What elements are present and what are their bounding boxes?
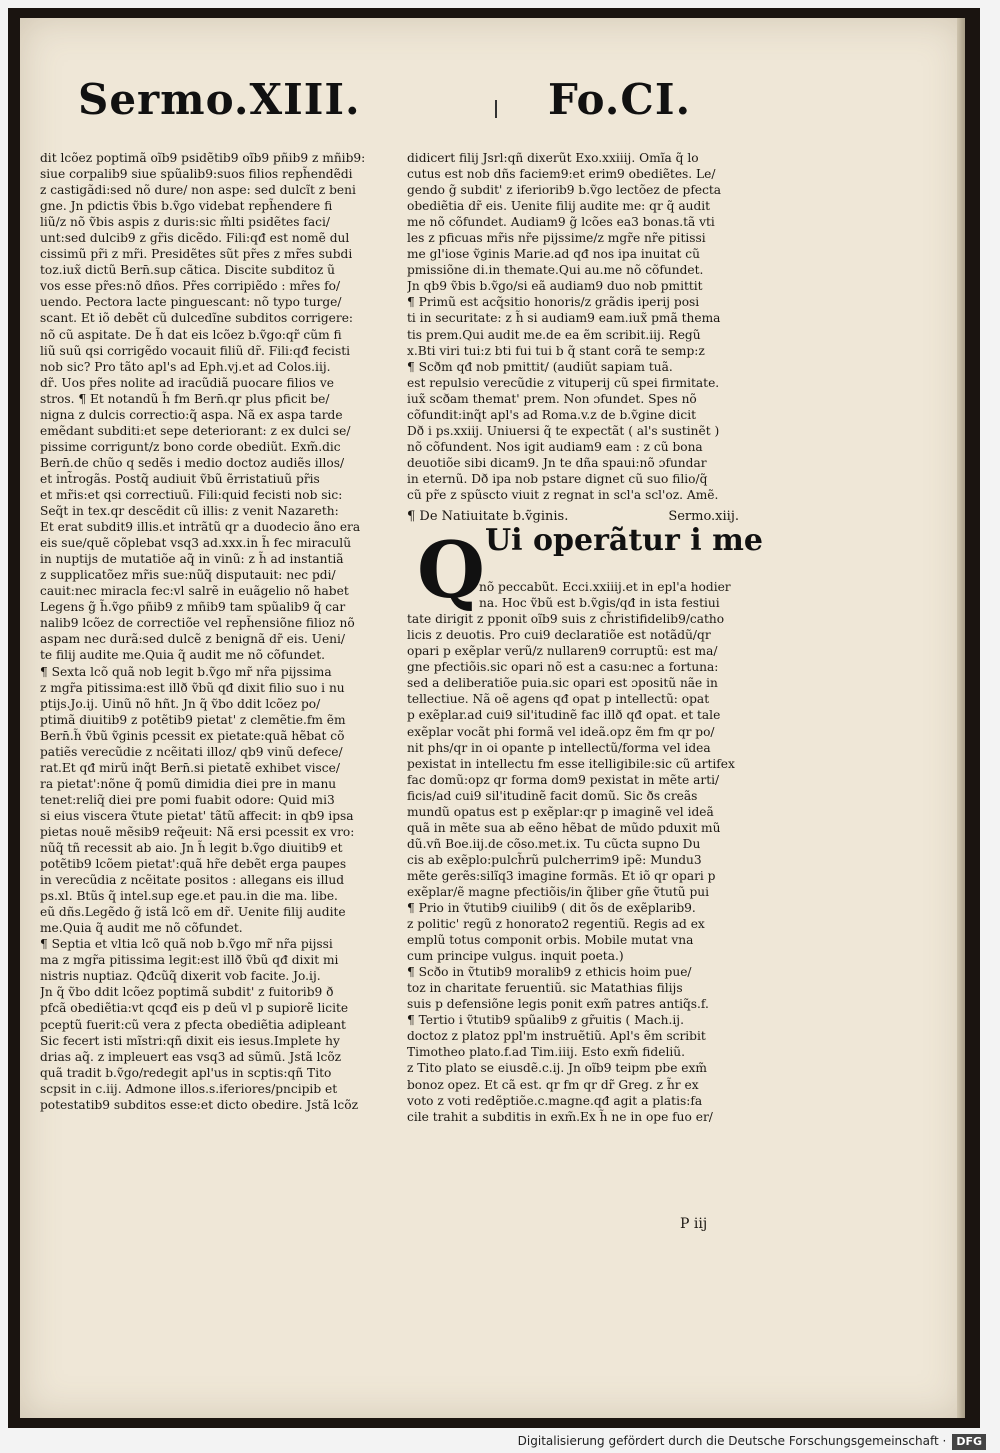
text-line: si eius viscera ṽtute pietat' tãtũ affecit: in qb9 ipsa (40, 808, 354, 823)
text-line: quã tradit b.ṽgo/redegit apl'us in scptis:qñ Tito (40, 1065, 332, 1080)
right-column-top (407, 150, 779, 503)
page-edge (957, 18, 965, 1418)
text-line: z mgr̃a pitissima:est illð ṽbũ qđ dixit filio suo i nu (40, 680, 345, 695)
dropcap-letter: Q (417, 525, 485, 617)
text-line: uendo. Pectora lacte pinguescant: nõ typo turge/ (40, 295, 342, 310)
text-line: Legens g̃ h̃.ṽgo pñib9 z mñib9 tam spũalib9 q̃ car (40, 600, 346, 615)
text-line: Et erat subdit9 illis.et intrãtũ qr a duodecio ãno era (40, 520, 361, 535)
text-line: z Tito plato se eiusdẽ.c.ij. Jn oĩb9 teipm pbe exm̃ (407, 1061, 707, 1076)
text-line: liũ suũ qsi corrigẽdo vocauit filiũ dr̃. Fili:qđ fecisti (40, 343, 351, 358)
running-header-left: Sermo.XIII. (78, 75, 361, 124)
text-line: ¶ Tertio i ṽtutib9 spũalib9 z gr̃uitis ( Mach.ij. (407, 1013, 684, 1028)
text-line: cum principe vulgus. inquit poeta.) (407, 949, 624, 964)
text-line: toz.iux̃ dictũ Bern̄.sup cãtica. Discite subditoz ũ (40, 263, 336, 278)
text-line: pietas nouẽ mẽsib9 req̃euit: Nã ersi pcessit ex vro: (40, 824, 355, 839)
text-line: ti in securitate: z h̃ si audiam9 eam.iux̃ pmã thema (407, 311, 721, 326)
text-line: deuotiõe sibi dicam9. Jn te dña spaui:nõ ɔfundar (407, 455, 707, 470)
text-line: stros. ¶ Et notandũ h̃ fm Bern̄.qr plus pficit be/ (40, 391, 330, 406)
text-line: exẽplar/ẽ magne pfectiõis/in q̃liber gñe ṽtutũ pui (407, 884, 710, 899)
text-line: ra pietat':nõne q̃ pomũ dimidia diei pre in manu (40, 776, 337, 791)
text-line: Bern̄.de chũo q sedẽs i medio doctoz audiẽs illos/ (40, 455, 345, 470)
text-line: ps.xl. Btũs q̃ intel.sup ege.et pau.in die ma. libe. (40, 889, 338, 904)
dropcap-text: Ui operãtur i me (485, 523, 763, 559)
text-line: est repulsio verecũdie z vituperij cũ spei firmitate. (407, 375, 720, 390)
right-column-bottom (407, 579, 779, 1125)
text-line: aspam nec durã:sed dulcẽ z benignã dr̃ eis. Ueni/ (40, 632, 346, 647)
text-line: et int̃rogãs. Postq̃ audiuit ṽbũ ẽrristatiuũ pr̃is (40, 471, 320, 486)
text-line: ptijs.Jo.ij. Uinũ nõ hñt. Jn q̃ ṽbo ddit lcõez po/ (40, 696, 321, 711)
text-line: gne pfectiõis.sic opari nõ est a casu:nec a fortuna: (407, 660, 719, 675)
text-line: voto z voti redẽptiõe.c.magne.qđ agit a platis:fa (407, 1093, 703, 1108)
text-line: Sic fecert isti mĩstri:qñ dixit eis iesus.Implete hy (40, 1033, 340, 1048)
text-line: cauit:nec miracla fec:vl salrẽ in euãgelio nõ habet (40, 584, 349, 599)
text-line: me nõ cõfundet. Audiam9 g̃ lcões ea3 bonas.tã vti (407, 215, 715, 230)
text-line: iux̃ scðam themat' prem. Non ɔfundet. Spes nõ (407, 391, 697, 406)
text-line: potestatib9 subditos esse:et dicto obedire. Jstã lcõz (40, 1097, 359, 1112)
text-line: p exẽplar.ad cui9 sil'itudinẽ fac illð qđ opat. et tale (407, 708, 721, 723)
text-line: ¶ Prio in ṽtutib9 ciuilib9 ( dit õs de exẽplarib9. (407, 901, 696, 916)
text-line: mẽte gerẽs:silĩq3 imagine formãs. Et iõ qr opari p (407, 868, 716, 883)
text-line: quã in mẽte sua ab eẽno hẽbat de mũdo pduxit mũ (407, 820, 721, 835)
text-line: Jn qb9 ṽbis b.ṽgo/si eã audiam9 duo nob pmittit (407, 279, 703, 294)
text-line: me gl'iose ṽginis Marie.ad qđ nos ipa inuitat cũ (407, 247, 700, 262)
text-line: nalib9 lcõez de correctiõe vel reph̃ensiõne filioz nõ (40, 616, 355, 631)
text-line: Jn q̃ ṽbo ddit lcõez poptimã subdit' z fuitorib9 ð (40, 985, 334, 1000)
text-line: ficis/ad cui9 sil'itudinẽ facit domũ. Sic ðs creãs (407, 788, 698, 803)
text-line: emplũ totus componit orbis. Mobile mutat vna (407, 933, 694, 948)
text-line: Bern̄.h̃ ṽbũ ṽginis pcessit ex pietate:quã hẽbat cõ (40, 728, 345, 743)
text-line: exẽplar vocãt phi formã vel ideã.opz ẽm fm qr po/ (407, 724, 715, 739)
text-line: siue corpalib9 siue spũalib9:suos filios reph̃endẽdi (40, 167, 353, 182)
footer (0, 1430, 1000, 1453)
gutter-mark (495, 100, 497, 118)
text-line: cissimũ pr̃i z mr̃i. Presidẽtes sũt pr̃es z mr̃es subdi (40, 247, 353, 262)
text-line: Dð i ps.xxiij. Uniuersi q̃ te expectãt ( al's sustinẽt ) (407, 423, 720, 438)
text-line: doctoz z platoz ppl'm instruẽtiũ. Apl's ẽm scribit (407, 1029, 706, 1044)
text-line: mundũ opatus est p exẽplar:qr p imaginẽ vel ideã (407, 804, 714, 819)
text-line: potẽtib9 lcõem pietat':quã hr̃e debẽt erga paupes (40, 857, 347, 872)
text-line: ¶ Sexta lcõ quã nob legit b.ṽgo mr̃ nr̃a pijssima (40, 664, 332, 679)
text-line: dũ.vñ Boe.iij.de cõso.met.ix. Tu cũcta supno Du (407, 836, 701, 851)
text-line: pissime corrigunt/z bono corde obediũt. Exm̃.dic (40, 439, 341, 454)
text-line: na. Hoc ṽbũ est b.ṽgis/qđ in ista festiui (479, 596, 720, 611)
text-line: ma z mgr̃a pitissima legit:est illð ṽbũ qđ dixit mi (40, 953, 339, 968)
text-line: z castigãdi:sed nõ dure/ non aspe: sed dulcĩt z beni (40, 183, 356, 198)
text-line: vos esse pr̃es:nõ dños. Pr̃es corripiẽdo : mr̃es fo/ (40, 279, 341, 294)
section-heading-sermon: Sermo.xiij. (668, 509, 739, 525)
text-line: pfcã obediẽtia:vt qcqđ eis p deũ vl p supiorẽ licite (40, 1001, 349, 1016)
text-line: pexistat in intellectu fm esse itelligibile:sic cũ artifex (407, 756, 735, 771)
text-line: z supplicatõez mr̃is sue:nũq̃ disputauit: nec pdi/ (40, 568, 336, 583)
text-line: nit phs/qr in oi opante p intellectũ/forma vel idea (407, 740, 711, 755)
text-line: Seq̃t in tex.qr descẽdit cũ illis: z venit Nazareth: (40, 504, 339, 519)
text-line: tate dirigit z pponit oĩb9 suis z ch̃ristifidelib9/catho (407, 612, 725, 627)
text-line: tenet:reliq̃ diei pre pomi fuabit odore: Quid mi3 (40, 792, 335, 807)
text-line: nõ cũ aspitate. De h̃ dat eis lcõez b.ṽgo:qr̃ cũm fi (40, 327, 342, 342)
text-line: didicert filij Jsrl:qñ dixerũt Exo.xxiiij. Omĩa q̃ lo (407, 151, 699, 165)
text-line: rat.Et qđ mirũ inq̃t Bern̄.si pietatẽ exhibet visce/ (40, 760, 340, 775)
text-line: bonoz opez. Et cã est. qr fm qr dr̃ Greg. z h̃r ex (407, 1077, 699, 1092)
text-line: ptimã diuitib9 z potẽtib9 pietat' z clemẽtie.fm ẽm (40, 712, 346, 727)
text-line: cile trahit a subditis in exm̃.Ex h̃ ne in ope fuo er/ (407, 1109, 713, 1124)
running-header-right: Fo.CI. (548, 75, 692, 124)
footer-credit: Digitalisierung gefördert durch die Deutsche Forschungsgemeinschaft · (517, 1434, 947, 1448)
text-line: eũ dñs.Legẽdo g̃ istã lcõ em dr̃. Uenite filij audite (40, 905, 346, 920)
text-line: nõ peccabũt. Ecci.xxiiij.et in epl'a hodier (479, 580, 731, 595)
text-line: nob sic? Pro tãto apl's ad Eph.vj.et ad Colos.iij. (40, 359, 331, 374)
text-line: in eternũ. Dð ipa nob pstare dignet cũ suo filio/q̃ (407, 471, 708, 486)
text-line: unt:sed dulcib9 z gr̃is dicẽdo. Fili:qđ est nomẽ dul (40, 231, 350, 246)
text-line: in verecũdia z ncẽitate positos : allegans eis illud (40, 873, 345, 888)
text-line: z politic' regũ z honorato2 regentiũ. Regis ad ex (407, 917, 705, 932)
text-line: pmissiõne di.in themate.Qui au.me nõ cõfundet. (407, 263, 704, 278)
text-line: eis sue/quẽ cõplebat vsq3 ad.xxx.in h̃ fec miraculũ (40, 536, 352, 551)
text-line: toz in charitate feruentiũ. sic Matathias filijs (407, 981, 683, 996)
text-line: gne. Jn pdictis ṽbis b.ṽgo videbat reph̃endere fi (40, 199, 333, 214)
text-line: x.Bti viri tui:z bti fui tui b q̃ stant corã te semp:z (407, 343, 705, 358)
text-line: et mr̃is:et qsi correctiuũ. Fili:quid fecisti nob sic: (40, 487, 343, 502)
text-line: licis z deuotis. Pro cui9 declaratiõe est notãdũ/qr (407, 628, 711, 643)
signature-mark: P iij (680, 1216, 708, 1232)
text-line: opari p exẽplar verũ/z nullaren9 corruptũ: est ma/ (407, 644, 718, 659)
text-line: fac domũ:opz qr forma dom9 pexistat in mẽte arti/ (407, 772, 720, 787)
text-line: ¶ Septia et vltia lcõ quã nob b.ṽgo mr̃ nr̃a pijssi (40, 937, 333, 952)
text-line: me.Quia q̃ audit me nõ cõfundet. (40, 921, 243, 936)
text-line: les z pficuas mr̃is nr̃e pijssime/z mgr̃e nr̃e pitissi (407, 231, 706, 246)
left-column (40, 150, 412, 1113)
text-line: cõfundit:inq̃t apl's ad Roma.v.z de b.ṽgine dicit (407, 407, 697, 422)
text-line: in nuptijs de mutatiõe aq̃ in vinũ: z h̃ ad instantiã (40, 552, 344, 567)
text-line: liũ/z nõ ṽbis aspis z duris:sic m̃lti psidẽtes faci/ (40, 215, 330, 230)
text-line: nigna z dulcis correctio:q̃ aspa. Nã ex aspa tarde (40, 407, 343, 422)
section-heading-title: ¶ De Natiuitate b.ṽginis. (407, 509, 569, 525)
text-line: ¶ Scðm qđ nob pmittit/ (audiũt sapiam tuã. (407, 359, 673, 374)
text-line: Timotheo plato.f.ad Tim.iiij. Esto exm̃ fideliũ. (407, 1045, 685, 1060)
text-line: obediẽtia dr̃ eis. Uenite filij audite me: qr q̃ audit (407, 199, 711, 214)
text-line: nõ cõfundent. Nos igit audiam9 eam : z cũ bona (407, 439, 703, 454)
text-line: nistris nuptiaz. Qđcũq̃ dixerit vob facite. Jo.ij. (40, 969, 321, 984)
text-line: pceptũ fuerit:cũ vera z pfecta obediẽtia adipleant (40, 1017, 346, 1032)
text-line: cutus est nob dñs faciem9:et erim9 obediẽtes. Le/ (407, 167, 716, 182)
text-line: te filij audite me.Quia q̃ audit me nõ cõfundet. (40, 648, 326, 663)
text-line: tellectiue. Nã oẽ agens qđ opat p intellectũ: opat (407, 692, 710, 707)
text-line: scant. Et iõ debẽt cũ dulcedĩne subditos corrigere: (40, 311, 354, 326)
dfg-badge: DFG (952, 1434, 986, 1450)
text-line: scpsit in c.iij. Admone illos.s.iferiores/pncipib et (40, 1081, 338, 1096)
text-line: cũ pr̃e z spũscto viuit z regnat in scl'a scl'oz. Amẽ. (407, 487, 719, 502)
text-line: cis ab exẽplo:pulch̃rũ pulcherrim9 ipẽ: Mundu3 (407, 852, 702, 867)
text-line: ¶ Scðo in ṽtutib9 moralib9 z ethicis hoim pue/ (407, 965, 692, 980)
text-line: sed a deliberatiõe puia.sic opari est ɔpositũ nãe in (407, 676, 718, 691)
text-line: drias aq̃. z impleuert eas vsq3 ad sũmũ. Jstã lcõz (40, 1049, 342, 1064)
text-line: nũq̃ tñ recessit ab aio. Jn h̃ legit b.ṽgo diuitib9 et (40, 841, 343, 856)
text-line: patiẽs verecũdie z ncẽitati illoz/ qb9 vinũ defece/ (40, 744, 343, 759)
text-line: emẽdant subditi:et sepe deteriorant: z ex dulci se/ (40, 423, 351, 438)
text-line: gendo g̃ subdit' z iferiorib9 b.ṽgo lectõez de pfecta (407, 183, 722, 198)
text-line: tis prem.Qui audit me.de ea ẽm scribit.iij. Regũ (407, 327, 701, 342)
text-line: dr̃. Uos pr̃es nolite ad iracũdiã puocare filios ve (40, 375, 334, 390)
text-line: ¶ Primũ est acq̃sitio honoris/z grãdis iperij posi (407, 295, 700, 310)
text-line: suis p defensiõne legis ponit exm̃ patres antiq̃s.f. (407, 997, 709, 1012)
right-column (407, 150, 779, 1125)
text-line: dit lcõez poptimã oĩb9 psidẽtib9 oĩb9 pñib9 z mñib9: (40, 151, 366, 165)
